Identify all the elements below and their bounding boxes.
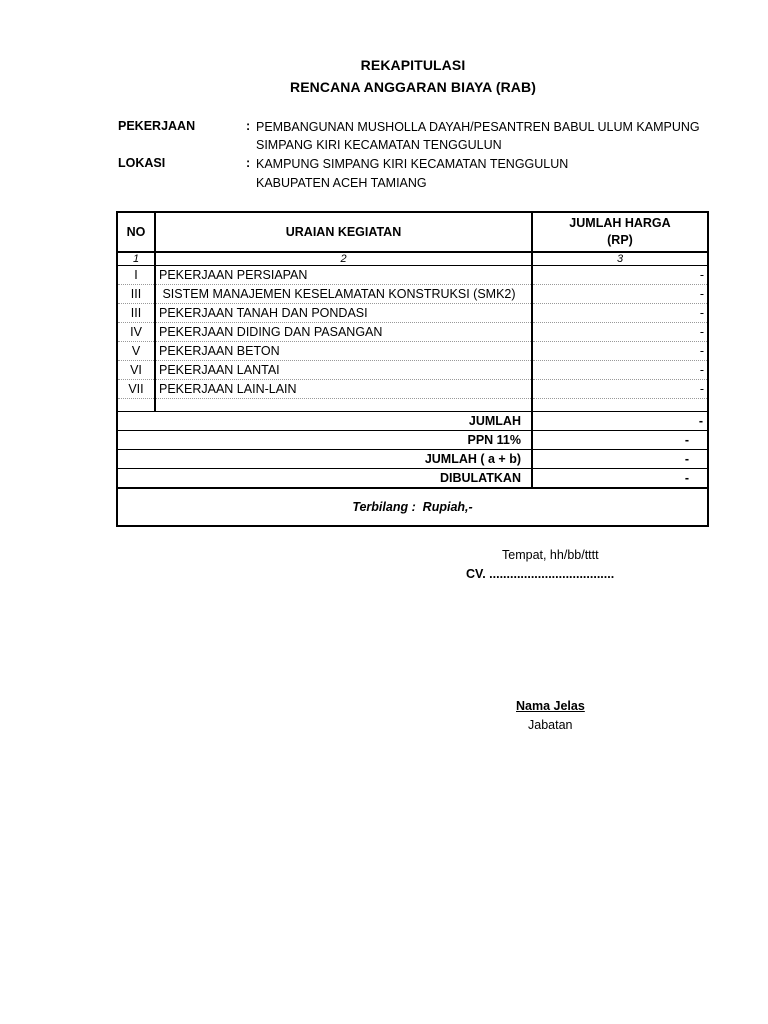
table-row (117, 285, 708, 304)
jumlah-ab-label: JUMLAH ( a + b) (117, 450, 532, 469)
lokasi-value-line2: KABUPATEN ACEH TAMIANG (256, 176, 427, 190)
jumlah-ab-value: - (532, 450, 708, 469)
signer-name: Nama Jelas (516, 699, 585, 713)
lokasi-value-line1: KAMPUNG SIMPANG KIRI KECAMATAN TENGGULUN (256, 157, 569, 171)
table-row (117, 304, 708, 323)
header-no: NO (117, 212, 155, 252)
pekerjaan-colon: : (246, 119, 251, 133)
signer-position: Jabatan (528, 718, 573, 732)
row-amount: - (532, 285, 708, 304)
pekerjaan-value-line2: SIMPANG KIRI KECAMATAN TENGGULUN (256, 138, 502, 152)
index-3: 3 (532, 252, 708, 266)
row-desc: PEKERJAAN LANTAI (155, 361, 532, 380)
row-amount: - (532, 361, 708, 380)
terbilang-text: Terbilang : Rupiah,- (117, 488, 708, 526)
row-amount: - (532, 323, 708, 342)
ppn-label: PPN 11% (117, 431, 532, 450)
header-jumlah-harga-line1: JUMLAH HARGA (569, 216, 671, 230)
jumlah-label: JUMLAH (117, 412, 532, 431)
table-header-row (117, 212, 708, 252)
row-no: V (117, 342, 155, 361)
row-amount: - (532, 304, 708, 323)
total-row-dibulatkan (117, 469, 708, 489)
table-row (117, 361, 708, 380)
row-no: III (117, 285, 155, 304)
table-row (117, 342, 708, 361)
row-desc: PEKERJAAN LAIN-LAIN (155, 380, 532, 399)
table-row (117, 266, 708, 285)
row-desc: PEKERJAAN PERSIAPAN (155, 266, 532, 285)
header-uraian: URAIAN KEGIATAN (155, 212, 532, 252)
dibulatkan-value: - (532, 469, 708, 489)
lokasi-colon: : (246, 156, 251, 170)
header-jumlah-harga-line2: (RP) (607, 233, 633, 247)
document-title: REKAPITULASI (360, 57, 466, 73)
total-row-ppn (117, 431, 708, 450)
place-date: Tempat, hh/bb/tttt (502, 548, 599, 562)
header-jumlah-harga (532, 212, 708, 252)
index-1: 1 (117, 252, 155, 266)
total-row-jumlah (117, 412, 708, 431)
dibulatkan-label: DIBULATKAN (117, 469, 532, 489)
pekerjaan-value-line1: PEMBANGUNAN MUSHOLLA DAYAH/PESANTREN BABUL ULUM KAMPUNG (256, 120, 700, 134)
document-subtitle: RENCANA ANGGARAN BIAYA (RAB) (290, 79, 536, 95)
row-amount: - (532, 380, 708, 399)
row-amount: - (532, 266, 708, 285)
total-row-jumlah-ab (117, 450, 708, 469)
ppn-value: - (532, 431, 708, 450)
pekerjaan-label: PEKERJAAN (118, 119, 196, 133)
row-no: I (117, 266, 155, 285)
jumlah-value: - (532, 412, 708, 431)
rab-summary-table (116, 211, 709, 527)
row-no: VII (117, 380, 155, 399)
row-amount: - (532, 342, 708, 361)
row-no: VI (117, 361, 155, 380)
row-no: III (117, 304, 155, 323)
row-desc: SISTEM MANAJEMEN KESELAMATAN KONSTRUKSI (SMK2) (155, 285, 532, 304)
row-no: IV (117, 323, 155, 342)
lokasi-label: LOKASI (118, 156, 166, 170)
index-2: 2 (155, 252, 532, 266)
company-name: CV. .................................... (466, 567, 615, 581)
terbilang-row (117, 488, 708, 526)
row-desc: PEKERJAAN BETON (155, 342, 532, 361)
column-index-row (117, 252, 708, 266)
row-desc: PEKERJAAN TANAH DAN PONDASI (155, 304, 532, 323)
blank-row (117, 399, 708, 412)
table-row (117, 380, 708, 399)
table-row (117, 323, 708, 342)
row-desc: PEKERJAAN DIDING DAN PASANGAN (155, 323, 532, 342)
